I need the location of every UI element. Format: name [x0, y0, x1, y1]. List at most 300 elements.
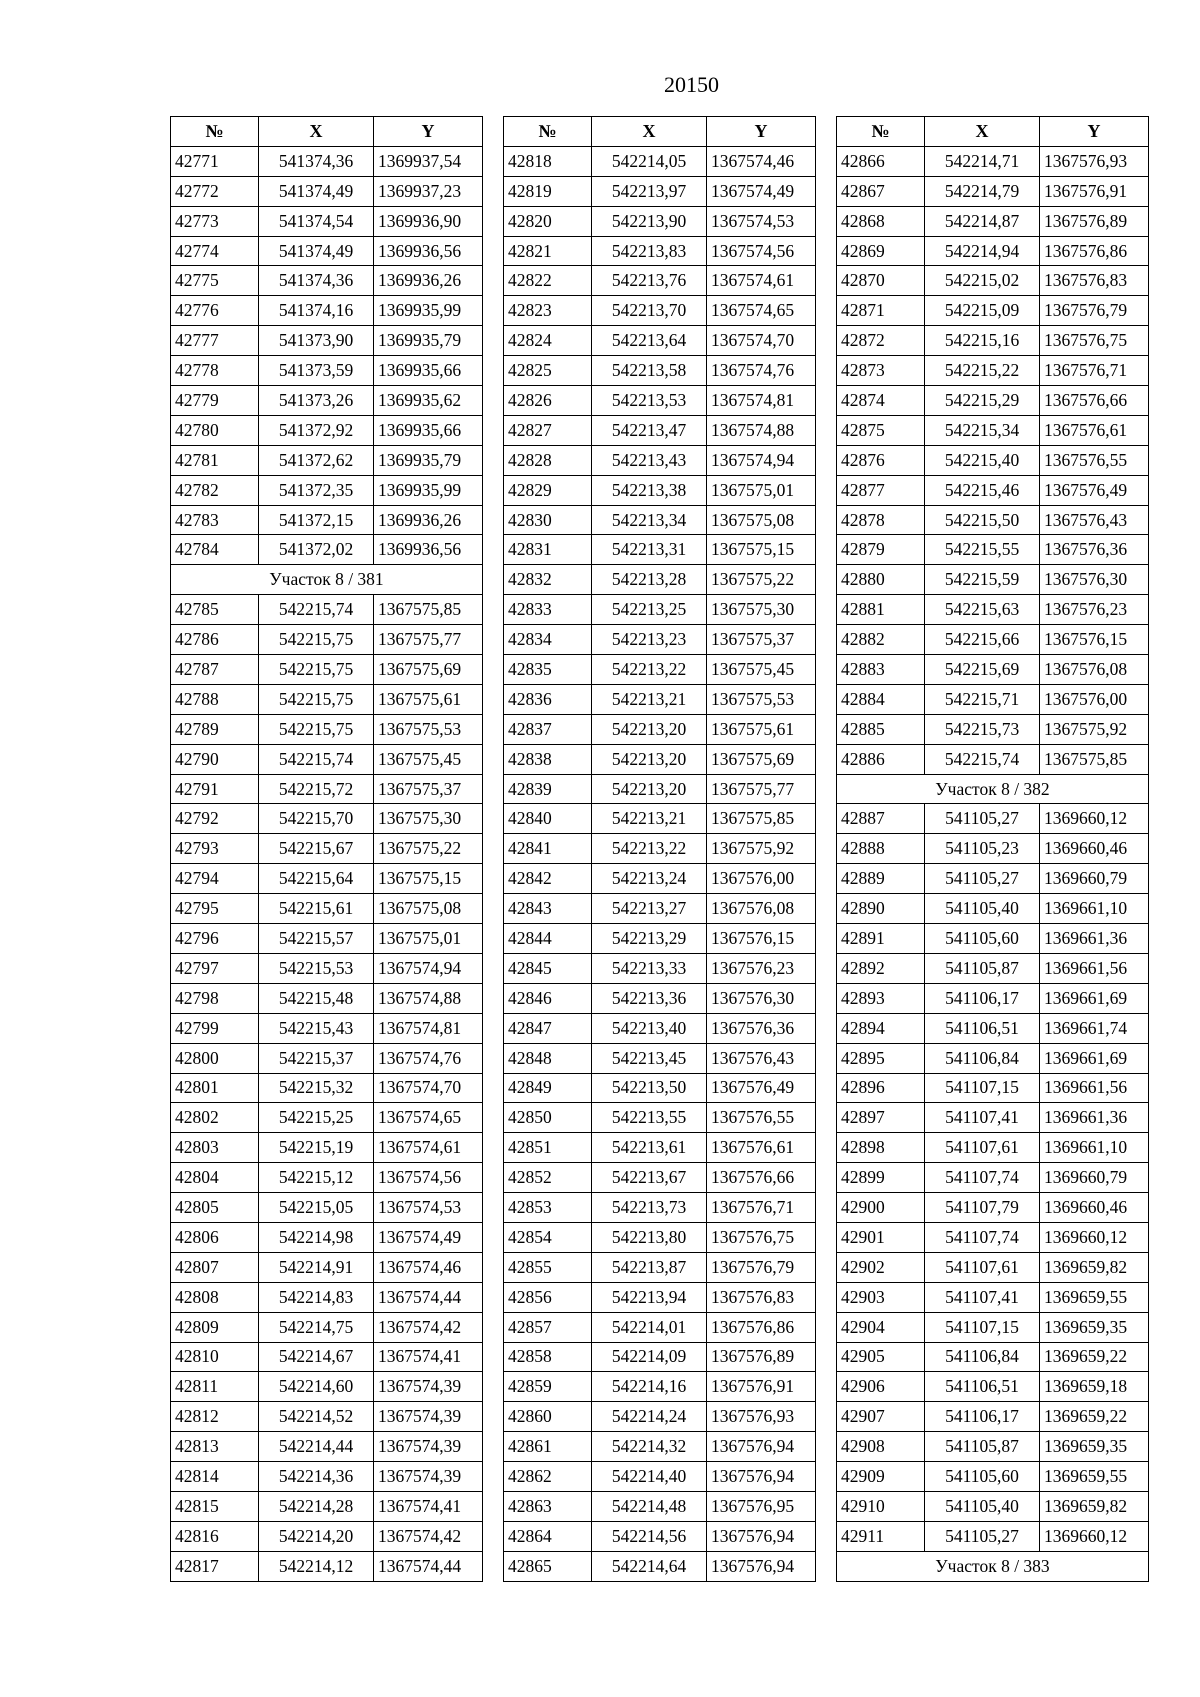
section-row — [837, 1551, 1149, 1581]
table-row — [171, 505, 483, 535]
table-row — [504, 1252, 816, 1282]
header-x: X — [259, 117, 374, 147]
x-coordinate-cell: 542213,40 — [592, 1013, 707, 1043]
y-coordinate-cell: 1369659,35 — [1040, 1432, 1149, 1462]
point-number-cell: 42782 — [171, 475, 259, 505]
point-number-cell: 42823 — [504, 296, 592, 326]
x-coordinate-cell: 541107,15 — [925, 1312, 1040, 1342]
point-number-cell: 42881 — [837, 595, 925, 625]
point-number-cell: 42870 — [837, 266, 925, 296]
x-coordinate-cell: 542213,47 — [592, 415, 707, 445]
y-coordinate-cell: 1369659,55 — [1040, 1282, 1149, 1312]
x-coordinate-cell: 541372,62 — [259, 445, 374, 475]
x-coordinate-cell: 542213,87 — [592, 1252, 707, 1282]
x-coordinate-cell: 541374,54 — [259, 206, 374, 236]
point-number-cell: 42889 — [837, 864, 925, 894]
point-number-cell: 42911 — [837, 1521, 925, 1551]
x-coordinate-cell: 542215,75 — [259, 714, 374, 744]
table-row — [504, 625, 816, 655]
table-row — [837, 1073, 1149, 1103]
y-coordinate-cell: 1367576,36 — [1040, 535, 1149, 565]
table-row — [171, 1163, 483, 1193]
y-coordinate-cell: 1367574,56 — [707, 236, 816, 266]
table-row — [504, 146, 816, 176]
x-coordinate-cell: 541106,17 — [925, 983, 1040, 1013]
point-number-cell: 42789 — [171, 714, 259, 744]
x-coordinate-cell: 542214,44 — [259, 1432, 374, 1462]
table-row — [171, 894, 483, 924]
point-number-cell: 42815 — [171, 1491, 259, 1521]
y-coordinate-cell: 1369936,26 — [374, 505, 483, 535]
x-coordinate-cell: 542215,22 — [925, 356, 1040, 386]
table-row — [504, 1222, 816, 1252]
table-row — [504, 983, 816, 1013]
table-row — [171, 714, 483, 744]
point-number-cell: 42907 — [837, 1402, 925, 1432]
x-coordinate-cell: 542215,71 — [925, 684, 1040, 714]
table-row — [504, 266, 816, 296]
point-number-cell: 42811 — [171, 1372, 259, 1402]
x-coordinate-cell: 542214,83 — [259, 1282, 374, 1312]
table-row — [837, 1163, 1149, 1193]
point-number-cell: 42829 — [504, 475, 592, 505]
section-row — [837, 774, 1149, 804]
table-row — [171, 684, 483, 714]
table-row — [171, 1462, 483, 1492]
point-number-cell: 42773 — [171, 206, 259, 236]
point-number-cell: 42820 — [504, 206, 592, 236]
y-coordinate-cell: 1367574,81 — [707, 386, 816, 416]
y-coordinate-cell: 1369937,23 — [374, 176, 483, 206]
x-coordinate-cell: 542215,34 — [925, 415, 1040, 445]
table-row — [837, 386, 1149, 416]
y-coordinate-cell: 1369661,69 — [1040, 983, 1149, 1013]
table-row — [504, 386, 816, 416]
y-coordinate-cell: 1369936,26 — [374, 266, 483, 296]
table-row — [504, 864, 816, 894]
y-coordinate-cell: 1367576,66 — [1040, 386, 1149, 416]
point-number-cell: 42831 — [504, 535, 592, 565]
table-row — [837, 1193, 1149, 1223]
header-num: № — [171, 117, 259, 147]
x-coordinate-cell: 541373,90 — [259, 326, 374, 356]
table-row — [837, 565, 1149, 595]
point-number-cell: 42778 — [171, 356, 259, 386]
table-row — [837, 415, 1149, 445]
table-row — [504, 595, 816, 625]
y-coordinate-cell: 1367575,30 — [374, 804, 483, 834]
header-y: Y — [374, 117, 483, 147]
table-header-row — [171, 117, 483, 147]
table-row — [837, 1521, 1149, 1551]
x-coordinate-cell: 542214,09 — [592, 1342, 707, 1372]
point-number-cell: 42822 — [504, 266, 592, 296]
point-number-cell: 42775 — [171, 266, 259, 296]
point-number-cell: 42851 — [504, 1133, 592, 1163]
x-coordinate-cell: 542213,27 — [592, 894, 707, 924]
y-coordinate-cell: 1367576,36 — [707, 1013, 816, 1043]
x-coordinate-cell: 542213,61 — [592, 1133, 707, 1163]
x-coordinate-cell: 542213,21 — [592, 804, 707, 834]
x-coordinate-cell: 542213,29 — [592, 924, 707, 954]
y-coordinate-cell: 1367574,41 — [374, 1342, 483, 1372]
table-row — [504, 834, 816, 864]
y-coordinate-cell: 1369935,79 — [374, 445, 483, 475]
y-coordinate-cell: 1367576,75 — [1040, 326, 1149, 356]
y-coordinate-cell: 1367576,61 — [707, 1133, 816, 1163]
y-coordinate-cell: 1367575,37 — [374, 774, 483, 804]
x-coordinate-cell: 542213,33 — [592, 953, 707, 983]
point-number-cell: 42774 — [171, 236, 259, 266]
y-coordinate-cell: 1367575,37 — [707, 625, 816, 655]
y-coordinate-cell: 1367574,65 — [374, 1103, 483, 1133]
y-coordinate-cell: 1367575,61 — [374, 684, 483, 714]
table-row — [171, 1193, 483, 1223]
table-row — [504, 1432, 816, 1462]
table-row — [171, 475, 483, 505]
x-coordinate-cell: 542214,75 — [259, 1312, 374, 1342]
x-coordinate-cell: 541374,36 — [259, 146, 374, 176]
table-row — [504, 565, 816, 595]
y-coordinate-cell: 1367576,61 — [1040, 415, 1149, 445]
y-coordinate-cell: 1367575,15 — [707, 535, 816, 565]
header-x: X — [592, 117, 707, 147]
y-coordinate-cell: 1367576,55 — [707, 1103, 816, 1133]
x-coordinate-cell: 542213,90 — [592, 206, 707, 236]
table-row — [837, 804, 1149, 834]
y-coordinate-cell: 1369661,56 — [1040, 1073, 1149, 1103]
y-coordinate-cell: 1367575,22 — [374, 834, 483, 864]
table-row — [504, 505, 816, 535]
x-coordinate-cell: 541373,26 — [259, 386, 374, 416]
table-row — [837, 714, 1149, 744]
point-number-cell: 42794 — [171, 864, 259, 894]
point-number-cell: 42802 — [171, 1103, 259, 1133]
point-number-cell: 42883 — [837, 655, 925, 685]
point-number-cell: 42886 — [837, 744, 925, 774]
x-coordinate-cell: 542215,61 — [259, 894, 374, 924]
point-number-cell: 42772 — [171, 176, 259, 206]
point-number-cell: 42777 — [171, 326, 259, 356]
point-number-cell: 42842 — [504, 864, 592, 894]
x-coordinate-cell: 541107,74 — [925, 1222, 1040, 1252]
y-coordinate-cell: 1369661,10 — [1040, 894, 1149, 924]
point-number-cell: 42878 — [837, 505, 925, 535]
table-row — [171, 445, 483, 475]
y-coordinate-cell: 1367576,23 — [707, 953, 816, 983]
table-row — [837, 146, 1149, 176]
y-coordinate-cell: 1367576,83 — [1040, 266, 1149, 296]
table-row — [171, 744, 483, 774]
table-row — [837, 864, 1149, 894]
x-coordinate-cell: 542214,16 — [592, 1372, 707, 1402]
x-coordinate-cell: 542213,97 — [592, 176, 707, 206]
y-coordinate-cell: 1367576,86 — [1040, 236, 1149, 266]
x-coordinate-cell: 541106,51 — [925, 1372, 1040, 1402]
x-coordinate-cell: 542213,94 — [592, 1282, 707, 1312]
point-number-cell: 42800 — [171, 1043, 259, 1073]
x-coordinate-cell: 542215,74 — [259, 595, 374, 625]
y-coordinate-cell: 1369660,12 — [1040, 804, 1149, 834]
point-number-cell: 42879 — [837, 535, 925, 565]
y-coordinate-cell: 1367576,23 — [1040, 595, 1149, 625]
x-coordinate-cell: 542215,63 — [925, 595, 1040, 625]
table-row — [171, 146, 483, 176]
table-row — [504, 445, 816, 475]
section-row — [171, 565, 483, 595]
table-row — [504, 1163, 816, 1193]
x-coordinate-cell: 542213,53 — [592, 386, 707, 416]
point-number-cell: 42824 — [504, 326, 592, 356]
x-coordinate-cell: 542214,56 — [592, 1521, 707, 1551]
table-row — [504, 356, 816, 386]
y-coordinate-cell: 1367576,00 — [1040, 684, 1149, 714]
y-coordinate-cell: 1367576,43 — [707, 1043, 816, 1073]
point-number-cell: 42853 — [504, 1193, 592, 1223]
table-row — [171, 1402, 483, 1432]
point-number-cell: 42903 — [837, 1282, 925, 1312]
y-coordinate-cell: 1367575,53 — [374, 714, 483, 744]
y-coordinate-cell: 1367576,91 — [1040, 176, 1149, 206]
table-row — [504, 953, 816, 983]
x-coordinate-cell: 542213,83 — [592, 236, 707, 266]
table-row — [837, 655, 1149, 685]
table-row — [171, 1491, 483, 1521]
x-coordinate-cell: 542213,31 — [592, 535, 707, 565]
point-number-cell: 42828 — [504, 445, 592, 475]
y-coordinate-cell: 1369660,12 — [1040, 1521, 1149, 1551]
y-coordinate-cell: 1367576,79 — [707, 1252, 816, 1282]
y-coordinate-cell: 1369661,74 — [1040, 1013, 1149, 1043]
table-row — [837, 505, 1149, 535]
x-coordinate-cell: 541106,51 — [925, 1013, 1040, 1043]
y-coordinate-cell: 1367576,91 — [707, 1372, 816, 1402]
x-coordinate-cell: 542213,21 — [592, 684, 707, 714]
y-coordinate-cell: 1367576,15 — [707, 924, 816, 954]
y-coordinate-cell: 1367574,44 — [374, 1551, 483, 1581]
y-coordinate-cell: 1367576,00 — [707, 864, 816, 894]
point-number-cell: 42892 — [837, 953, 925, 983]
y-coordinate-cell: 1367576,79 — [1040, 296, 1149, 326]
table-row — [837, 445, 1149, 475]
point-number-cell: 42877 — [837, 475, 925, 505]
point-number-cell: 42821 — [504, 236, 592, 266]
x-coordinate-cell: 542215,12 — [259, 1163, 374, 1193]
point-number-cell: 42834 — [504, 625, 592, 655]
point-number-cell: 42813 — [171, 1432, 259, 1462]
table-row — [837, 296, 1149, 326]
x-coordinate-cell: 541107,79 — [925, 1193, 1040, 1223]
x-coordinate-cell: 541107,41 — [925, 1282, 1040, 1312]
x-coordinate-cell: 542215,40 — [925, 445, 1040, 475]
x-coordinate-cell: 542214,71 — [925, 146, 1040, 176]
table-row — [171, 535, 483, 565]
table-row — [504, 176, 816, 206]
y-coordinate-cell: 1369935,66 — [374, 415, 483, 445]
table-row — [504, 535, 816, 565]
y-coordinate-cell: 1367576,86 — [707, 1312, 816, 1342]
y-coordinate-cell: 1369660,12 — [1040, 1222, 1149, 1252]
y-coordinate-cell: 1367574,88 — [707, 415, 816, 445]
y-coordinate-cell: 1367574,61 — [707, 266, 816, 296]
x-coordinate-cell: 541105,40 — [925, 894, 1040, 924]
point-number-cell: 42840 — [504, 804, 592, 834]
point-number-cell: 42880 — [837, 565, 925, 595]
table-row — [837, 176, 1149, 206]
x-coordinate-cell: 542214,05 — [592, 146, 707, 176]
table-row — [171, 176, 483, 206]
table-row — [504, 1103, 816, 1133]
table-row — [171, 1342, 483, 1372]
point-number-cell: 42869 — [837, 236, 925, 266]
table-row — [171, 1043, 483, 1073]
table-row — [837, 1103, 1149, 1133]
x-coordinate-cell: 542215,57 — [259, 924, 374, 954]
table-row — [171, 1013, 483, 1043]
x-coordinate-cell: 541372,35 — [259, 475, 374, 505]
table-row — [171, 1133, 483, 1163]
table-row — [171, 206, 483, 236]
y-coordinate-cell: 1367574,81 — [374, 1013, 483, 1043]
table-row — [837, 1133, 1149, 1163]
table-row — [171, 864, 483, 894]
table-row — [171, 1252, 483, 1282]
table-row — [504, 804, 816, 834]
y-coordinate-cell: 1367575,45 — [707, 655, 816, 685]
y-coordinate-cell: 1367576,94 — [707, 1521, 816, 1551]
table-row — [504, 1462, 816, 1492]
point-number-cell: 42896 — [837, 1073, 925, 1103]
point-number-cell: 42843 — [504, 894, 592, 924]
y-coordinate-cell: 1367574,42 — [374, 1521, 483, 1551]
x-coordinate-cell: 542215,32 — [259, 1073, 374, 1103]
y-coordinate-cell: 1367575,92 — [1040, 714, 1149, 744]
y-coordinate-cell: 1369661,56 — [1040, 953, 1149, 983]
table-row — [171, 655, 483, 685]
y-coordinate-cell: 1367576,95 — [707, 1491, 816, 1521]
point-number-cell: 42894 — [837, 1013, 925, 1043]
x-coordinate-cell: 541372,15 — [259, 505, 374, 535]
table-row — [837, 744, 1149, 774]
point-number-cell: 42786 — [171, 625, 259, 655]
header-y: Y — [707, 117, 816, 147]
table-row — [171, 266, 483, 296]
table-row — [504, 714, 816, 744]
table-row — [837, 1432, 1149, 1462]
point-number-cell: 42833 — [504, 595, 592, 625]
y-coordinate-cell: 1367575,30 — [707, 595, 816, 625]
point-number-cell: 42812 — [171, 1402, 259, 1432]
y-coordinate-cell: 1369936,90 — [374, 206, 483, 236]
point-number-cell: 42909 — [837, 1462, 925, 1492]
x-coordinate-cell: 542215,25 — [259, 1103, 374, 1133]
x-coordinate-cell: 542215,72 — [259, 774, 374, 804]
table-row — [171, 804, 483, 834]
table-row — [171, 1521, 483, 1551]
point-number-cell: 42910 — [837, 1491, 925, 1521]
x-coordinate-cell: 542215,55 — [925, 535, 1040, 565]
y-coordinate-cell: 1367575,92 — [707, 834, 816, 864]
point-number-cell: 42906 — [837, 1372, 925, 1402]
x-coordinate-cell: 541107,15 — [925, 1073, 1040, 1103]
x-coordinate-cell: 541107,61 — [925, 1133, 1040, 1163]
x-coordinate-cell: 541106,84 — [925, 1043, 1040, 1073]
coordinates-table-2 — [503, 116, 816, 1582]
x-coordinate-cell: 542213,73 — [592, 1193, 707, 1223]
x-coordinate-cell: 542215,75 — [259, 684, 374, 714]
point-number-cell: 42850 — [504, 1103, 592, 1133]
x-coordinate-cell: 542215,46 — [925, 475, 1040, 505]
y-coordinate-cell: 1367575,53 — [707, 684, 816, 714]
point-number-cell: 42827 — [504, 415, 592, 445]
table-row — [837, 236, 1149, 266]
table-row — [504, 684, 816, 714]
x-coordinate-cell: 542214,28 — [259, 1491, 374, 1521]
x-coordinate-cell: 541105,27 — [925, 864, 1040, 894]
point-number-cell: 42873 — [837, 356, 925, 386]
y-coordinate-cell: 1367574,76 — [374, 1043, 483, 1073]
x-coordinate-cell: 541105,60 — [925, 1462, 1040, 1492]
x-coordinate-cell: 542215,69 — [925, 655, 1040, 685]
y-coordinate-cell: 1369659,18 — [1040, 1372, 1149, 1402]
point-number-cell: 42788 — [171, 684, 259, 714]
x-coordinate-cell: 542213,50 — [592, 1073, 707, 1103]
table-row — [171, 774, 483, 804]
x-coordinate-cell: 542214,64 — [592, 1551, 707, 1581]
point-number-cell: 42858 — [504, 1342, 592, 1372]
y-coordinate-cell: 1367574,61 — [374, 1133, 483, 1163]
y-coordinate-cell: 1367576,15 — [1040, 625, 1149, 655]
x-coordinate-cell: 542213,22 — [592, 655, 707, 685]
table-row — [171, 1372, 483, 1402]
x-coordinate-cell: 542213,43 — [592, 445, 707, 475]
header-num: № — [837, 117, 925, 147]
y-coordinate-cell: 1367575,77 — [374, 625, 483, 655]
point-number-cell: 42874 — [837, 386, 925, 416]
table-row — [837, 1402, 1149, 1432]
y-coordinate-cell: 1369935,79 — [374, 326, 483, 356]
y-coordinate-cell: 1367575,22 — [707, 565, 816, 595]
x-coordinate-cell: 542215,09 — [925, 296, 1040, 326]
point-number-cell: 42867 — [837, 176, 925, 206]
x-coordinate-cell: 542214,36 — [259, 1462, 374, 1492]
point-number-cell: 42904 — [837, 1312, 925, 1342]
y-coordinate-cell: 1367576,49 — [707, 1073, 816, 1103]
y-coordinate-cell: 1369660,46 — [1040, 1193, 1149, 1223]
point-number-cell: 42783 — [171, 505, 259, 535]
point-number-cell: 42814 — [171, 1462, 259, 1492]
x-coordinate-cell: 542215,16 — [925, 326, 1040, 356]
table-row — [837, 1462, 1149, 1492]
x-coordinate-cell: 542213,55 — [592, 1103, 707, 1133]
y-coordinate-cell: 1369659,22 — [1040, 1402, 1149, 1432]
point-number-cell: 42885 — [837, 714, 925, 744]
table-row — [837, 1491, 1149, 1521]
y-coordinate-cell: 1367576,89 — [707, 1342, 816, 1372]
x-coordinate-cell: 542213,80 — [592, 1222, 707, 1252]
table-row — [837, 595, 1149, 625]
table-row — [171, 236, 483, 266]
table-row — [504, 206, 816, 236]
y-coordinate-cell: 1367574,53 — [707, 206, 816, 236]
y-coordinate-cell: 1367574,88 — [374, 983, 483, 1013]
x-coordinate-cell: 541105,40 — [925, 1491, 1040, 1521]
x-coordinate-cell: 542213,22 — [592, 834, 707, 864]
table-row — [504, 1043, 816, 1073]
point-number-cell: 42838 — [504, 744, 592, 774]
point-number-cell: 42799 — [171, 1013, 259, 1043]
table-row — [504, 1282, 816, 1312]
